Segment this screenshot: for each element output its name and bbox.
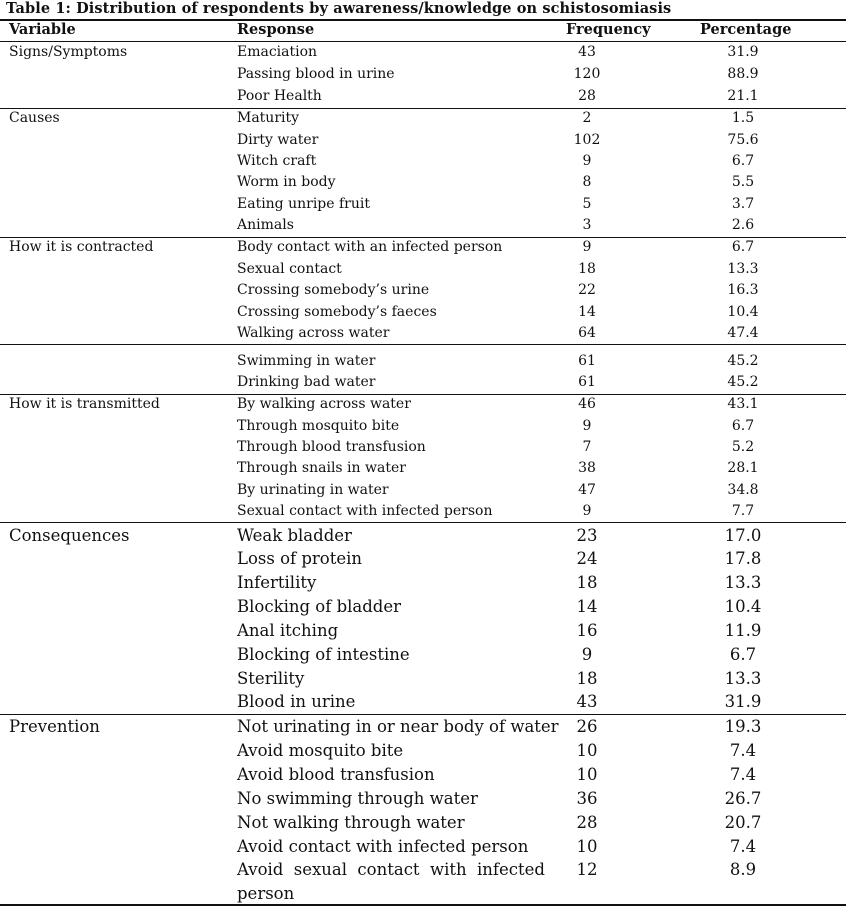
cell-percentage: 7.4	[729, 837, 757, 856]
cell-response: Crossing somebody’s faeces	[237, 304, 437, 320]
cell-frequency: 10	[576, 765, 598, 784]
cell-frequency: 3	[582, 217, 592, 233]
cell-frequency: 9	[582, 153, 592, 169]
cell-response: Through blood transfusion	[237, 439, 426, 455]
bottom-rule	[0, 904, 846, 906]
cell-variable: Consequences	[9, 526, 130, 545]
cell-response: Sterility	[237, 669, 305, 688]
cell-percentage: 16.3	[727, 282, 759, 298]
cell-percentage: 7.4	[729, 765, 757, 784]
cell-frequency: 26	[576, 717, 598, 736]
cell-percentage: 88.9	[727, 66, 759, 82]
cell-percentage: 5.2	[731, 439, 755, 455]
cell-percentage: 1.5	[731, 110, 755, 126]
cell-response: Avoid mosquito bite	[237, 741, 404, 760]
cell-percentage: 5.5	[731, 174, 755, 190]
cell-percentage: 31.9	[724, 692, 762, 711]
cell-percentage: 26.7	[724, 789, 762, 808]
section-rule	[0, 344, 846, 345]
cell-response: Maturity	[237, 110, 300, 126]
header-rule	[0, 41, 846, 42]
cell-response-continuation: person	[237, 884, 295, 903]
cell-response: Not walking through water	[237, 813, 465, 832]
cell-response: Blocking of bladder	[237, 597, 402, 616]
cell-variable: Causes	[9, 110, 60, 126]
cell-response: Blocking of intestine	[237, 645, 410, 664]
cell-response: Weak bladder	[237, 526, 352, 545]
cell-percentage: 10.4	[727, 304, 759, 320]
header-response: Response	[237, 21, 315, 38]
cell-percentage: 6.7	[729, 645, 757, 664]
cell-response: No swimming through water	[237, 789, 478, 808]
cell-response: Avoid sexual contact with infected	[237, 860, 545, 879]
cell-percentage: 2.6	[731, 217, 755, 233]
section-rule	[0, 522, 846, 523]
cell-variable: How it is transmitted	[9, 396, 160, 412]
cell-response: Swimming in water	[237, 353, 376, 369]
cell-response: Blood in urine	[237, 692, 356, 711]
cell-frequency: 10	[576, 741, 598, 760]
cell-response: Dirty water	[237, 132, 319, 148]
cell-percentage: 13.3	[724, 573, 762, 592]
cell-frequency: 16	[576, 621, 598, 640]
cell-frequency: 18	[576, 573, 598, 592]
cell-frequency: 120	[573, 66, 601, 82]
cell-percentage: 31.9	[727, 44, 759, 60]
cell-variable: How it is contracted	[9, 239, 154, 255]
table-caption: Table 1: Distribution of respondents by awareness/knowledge on schistosomiasis	[6, 0, 672, 17]
cell-response: Sexual contact	[237, 261, 342, 277]
cell-percentage: 75.6	[727, 132, 759, 148]
cell-percentage: 43.1	[727, 396, 759, 412]
cell-percentage: 10.4	[724, 597, 762, 616]
cell-response: Poor Health	[237, 88, 322, 104]
cell-frequency: 5	[582, 196, 592, 212]
cell-percentage: 45.2	[727, 353, 759, 369]
cell-frequency: 12	[576, 860, 598, 879]
cell-response: Through mosquito bite	[237, 418, 400, 434]
cell-percentage: 21.1	[727, 88, 759, 104]
header-percentage: Percentage	[700, 21, 792, 38]
cell-frequency: 47	[578, 482, 596, 498]
cell-response: Sexual contact with infected person	[237, 503, 493, 519]
cell-response: Body contact with an infected person	[237, 239, 503, 255]
cell-frequency: 61	[578, 374, 596, 390]
cell-response: Avoid contact with infected person	[237, 837, 529, 856]
section-rule	[0, 108, 846, 109]
cell-response: Eating unripe fruit	[237, 196, 370, 212]
cell-frequency: 10	[576, 837, 598, 856]
cell-percentage: 6.7	[731, 239, 755, 255]
cell-response: Avoid blood transfusion	[237, 765, 435, 784]
cell-percentage: 47.4	[727, 325, 759, 341]
section-rule	[0, 237, 846, 238]
cell-frequency: 102	[573, 132, 601, 148]
cell-frequency: 61	[578, 353, 596, 369]
section-rule	[0, 714, 846, 715]
cell-response: Through snails in water	[237, 460, 406, 476]
cell-response: Infertility	[237, 573, 317, 592]
cell-response: Loss of protein	[237, 549, 363, 568]
header-variable: Variable	[9, 21, 76, 38]
cell-frequency: 7	[582, 439, 592, 455]
cell-response: Witch craft	[237, 153, 317, 169]
cell-response: Drinking bad water	[237, 374, 376, 390]
cell-frequency: 23	[576, 526, 598, 545]
cell-percentage: 13.3	[724, 669, 762, 688]
cell-variable: Prevention	[9, 717, 100, 736]
cell-percentage: 11.9	[724, 621, 762, 640]
cell-percentage: 6.7	[731, 153, 755, 169]
cell-frequency: 18	[578, 261, 596, 277]
cell-frequency: 36	[576, 789, 598, 808]
cell-frequency: 46	[578, 396, 596, 412]
cell-frequency: 38	[578, 460, 596, 476]
cell-percentage: 6.7	[731, 418, 755, 434]
cell-response: Emaciation	[237, 44, 318, 60]
header-frequency: Frequency	[566, 21, 651, 38]
cell-percentage: 3.7	[731, 196, 755, 212]
cell-percentage: 13.3	[727, 261, 759, 277]
cell-percentage: 7.4	[729, 741, 757, 760]
cell-variable: Signs/Symptoms	[9, 44, 128, 60]
cell-response: Animals	[237, 217, 294, 233]
cell-percentage: 28.1	[727, 460, 759, 476]
cell-percentage: 7.7	[731, 503, 755, 519]
cell-percentage: 20.7	[724, 813, 762, 832]
cell-response: Anal itching	[237, 621, 339, 640]
cell-frequency: 9	[582, 503, 592, 519]
cell-frequency: 8	[582, 174, 592, 190]
cell-response: Not urinating in or near body of water	[237, 717, 559, 736]
cell-response: Worm in body	[237, 174, 336, 190]
section-rule	[0, 394, 846, 395]
cell-frequency: 18	[576, 669, 598, 688]
cell-percentage: 8.9	[729, 860, 757, 879]
cell-response: Walking across water	[237, 325, 390, 341]
cell-percentage: 17.8	[724, 549, 762, 568]
cell-response: Crossing somebody’s urine	[237, 282, 430, 298]
cell-frequency: 14	[576, 597, 598, 616]
cell-percentage: 19.3	[724, 717, 762, 736]
cell-frequency: 14	[578, 304, 596, 320]
cell-frequency: 9	[582, 418, 592, 434]
cell-frequency: 22	[578, 282, 596, 298]
cell-frequency: 43	[576, 692, 598, 711]
cell-frequency: 9	[582, 239, 592, 255]
cell-frequency: 28	[578, 88, 596, 104]
cell-frequency: 24	[576, 549, 598, 568]
cell-percentage: 17.0	[724, 526, 762, 545]
cell-percentage: 34.8	[727, 482, 759, 498]
cell-frequency: 28	[576, 813, 598, 832]
cell-percentage: 45.2	[727, 374, 759, 390]
cell-frequency: 43	[578, 44, 596, 60]
cell-response: Passing blood in urine	[237, 66, 395, 82]
cell-response: By walking across water	[237, 396, 411, 412]
cell-response: By urinating in water	[237, 482, 389, 498]
cell-frequency: 2	[582, 110, 592, 126]
cell-frequency: 64	[578, 325, 596, 341]
cell-frequency: 9	[581, 645, 593, 664]
